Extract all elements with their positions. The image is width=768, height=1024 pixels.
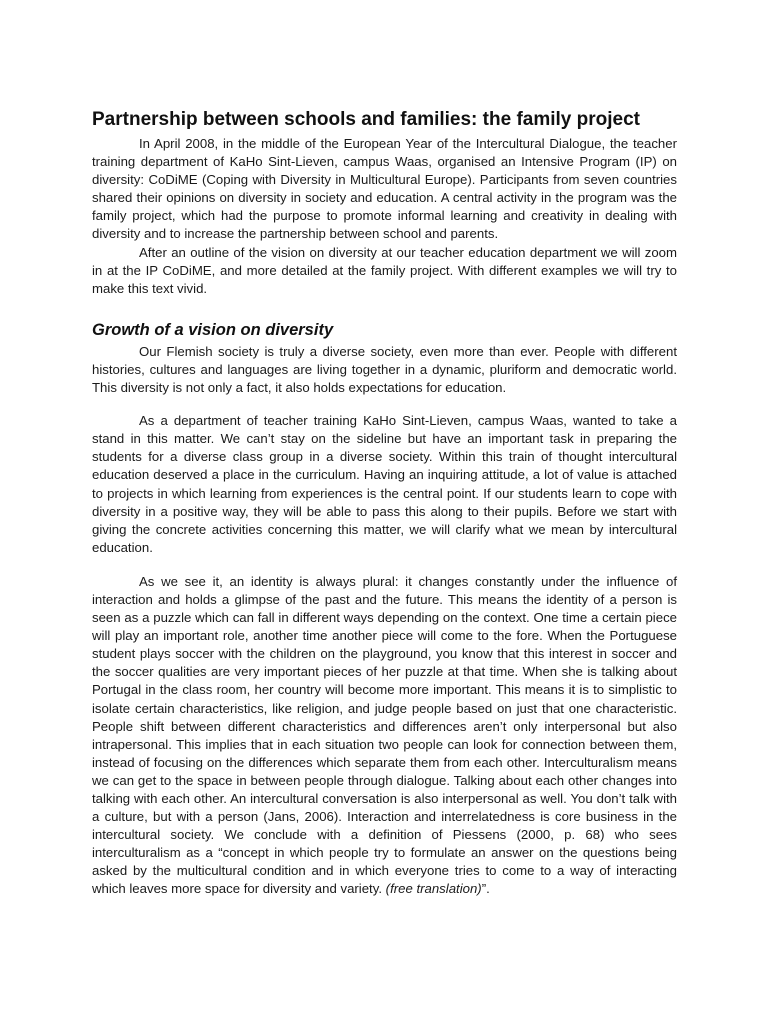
closing-quote: ”. [481, 881, 490, 897]
spacer [92, 557, 677, 573]
paragraph-3-body: As we see it, an identity is always plural: it changes constantly under the influence of interaction and holds a glimpse of the past and the future. This means the identity of a person is seen as a puzzle which can fall in different ways depending on the context. One time a certain piece will play an important role, another time another piece will come to the fore. When the Portuguese student plays soccer with the children on the playground, you know that this interest in soccer and the soccer qualities are very important pieces of her puzzle at that time. When she is talking about Portugal in the class room, her country will become more important. This means it is to simplistic to isolate certain characteristics, like religion, and judge people based on just that one characteristic. People shift between different characteristics and differences aren’t only interpersonal but also intrapersonal. This implies that in each situation two people can look for connection between them, instead of focusing on the differences which separate them from each other. Interculturalism means we can get to the space in between people through dialogue. Talking about each other changes into talking with each other. An intercultural conversation is also interpersonal as well. You don’t talk with a culture, but with a person (Jans, 2006). Interaction and interrelatedness is core business in the intercultural society. We conclude with a definition of Piessens (2000, p. 68) who sees interculturalism as a “concept in which people try to formulate an answer on the questions being asked by the multicultural condition and in which everyone tries to come to a way of interacting which leaves more space for diversity and variety. [92, 573, 677, 897]
section-paragraph-2: As a department of teacher training KaHo Sint-Lieven, campus Waas, wanted to take a stand in this matter. We can’t stay on the sideline but have an important task in preparing the students for a diverse class group in a diverse society. Within this train of thought intercultural education deserved a place in the curriculum. Having an inquiring attitude, a lot of value is attached to projects in which learning from experiences is the central point. If our students learn to cope with diversity in a positive way, they will be able to pass this along to their pupils. Before we start with giving the concrete activities concerning this matter, we will clarify what we mean by intercultural education. [92, 413, 677, 555]
document-page [92, 107, 677, 899]
document-title: Partnership between schools and families: the family project [92, 109, 640, 130]
spacer [92, 397, 677, 412]
free-translation-note: (free translation) [385, 881, 482, 897]
intro-paragraph-1: In April 2008, in the middle of the European Year of the Intercultural Dialogue, the teacher training department of KaHo Sint-Lieven, campus Waas, organised an Intensive Program (IP) on diversity: CoDiME (Coping with Diversity in Multicultural Europe). Participants from seven countries shared their opinions on diversity in society and education. A central activity in the program was the family project, which had the purpose to promote informal learning and creativity in dealing with diversity and to increase the partnership between school and parents. [92, 136, 677, 242]
section-paragraph-3 [92, 573, 677, 899]
intro-paragraph-2: After an outline of the vision on diversity at our teacher education department we will zoom in at the IP CoDiME, and more detailed at the family project. With different examples we will try to make this text vivid. [92, 244, 677, 296]
section-heading: Growth of a vision on diversity [92, 320, 334, 339]
spacer [92, 298, 677, 319]
section-paragraph-1: Our Flemish society is truly a diverse society, even more than ever. People with different histories, cultures and languages are living together in a dynamic, pluriform and democratic world. This diversity is not only a fact, it also holds expectations for education. [92, 343, 677, 396]
